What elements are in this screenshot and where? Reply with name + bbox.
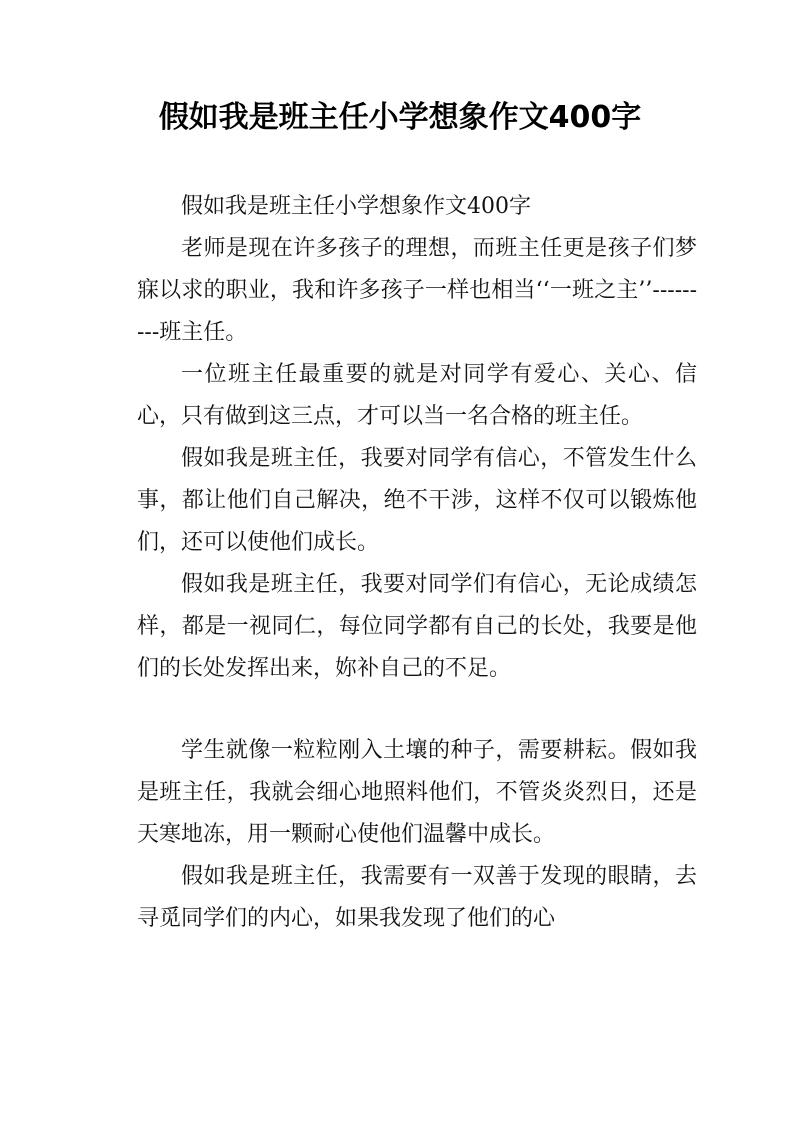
paragraph-subtitle: 假如我是班主任小学想象作文400字 [181, 194, 531, 219]
document-body [137, 186, 697, 940]
paragraph-confidence: 假如我是班主任，我要对同学有信心，不管发生什么事，都让他们自己解决，绝不干涉，这样不仅可以锻炼他们，还可以使他们成长。 [137, 446, 697, 555]
paragraph-intro: 老师是现在许多孩子的理想，而班主任更是孩子们梦寐以求的职业，我和许多孩子一样也相当‘‘一班之主’’---------班主任。 [137, 236, 697, 345]
paragraph-equality: 假如我是班主任，我要对同学们有信心，无论成绩怎样，都是一视同仁，每位同学都有自己的长处，我要是他们的长处发挥出来，妳补自己的不足。 [137, 572, 697, 681]
paragraph-qualities: 一位班主任最重要的就是对同学有爱心、关心、信心，只有做到这三点，才可以当一名合格的班主任。 [137, 362, 697, 429]
paragraph-seeds: 学生就像一粒粒刚入土壤的种子，需要耕耘。假如我是班主任，我就会细心地照料他们，不管炎炎烈日，还是天寒地冻，用一颗耐心使他们温馨中成长。 [137, 738, 697, 847]
document-title: 假如我是班主任小学想象作文400字 [158, 100, 642, 135]
paragraph-observation: 假如我是班主任，我需要有一双善于发现的眼睛，去寻觅同学们的内心，如果我发现了他们的心 [137, 864, 697, 931]
